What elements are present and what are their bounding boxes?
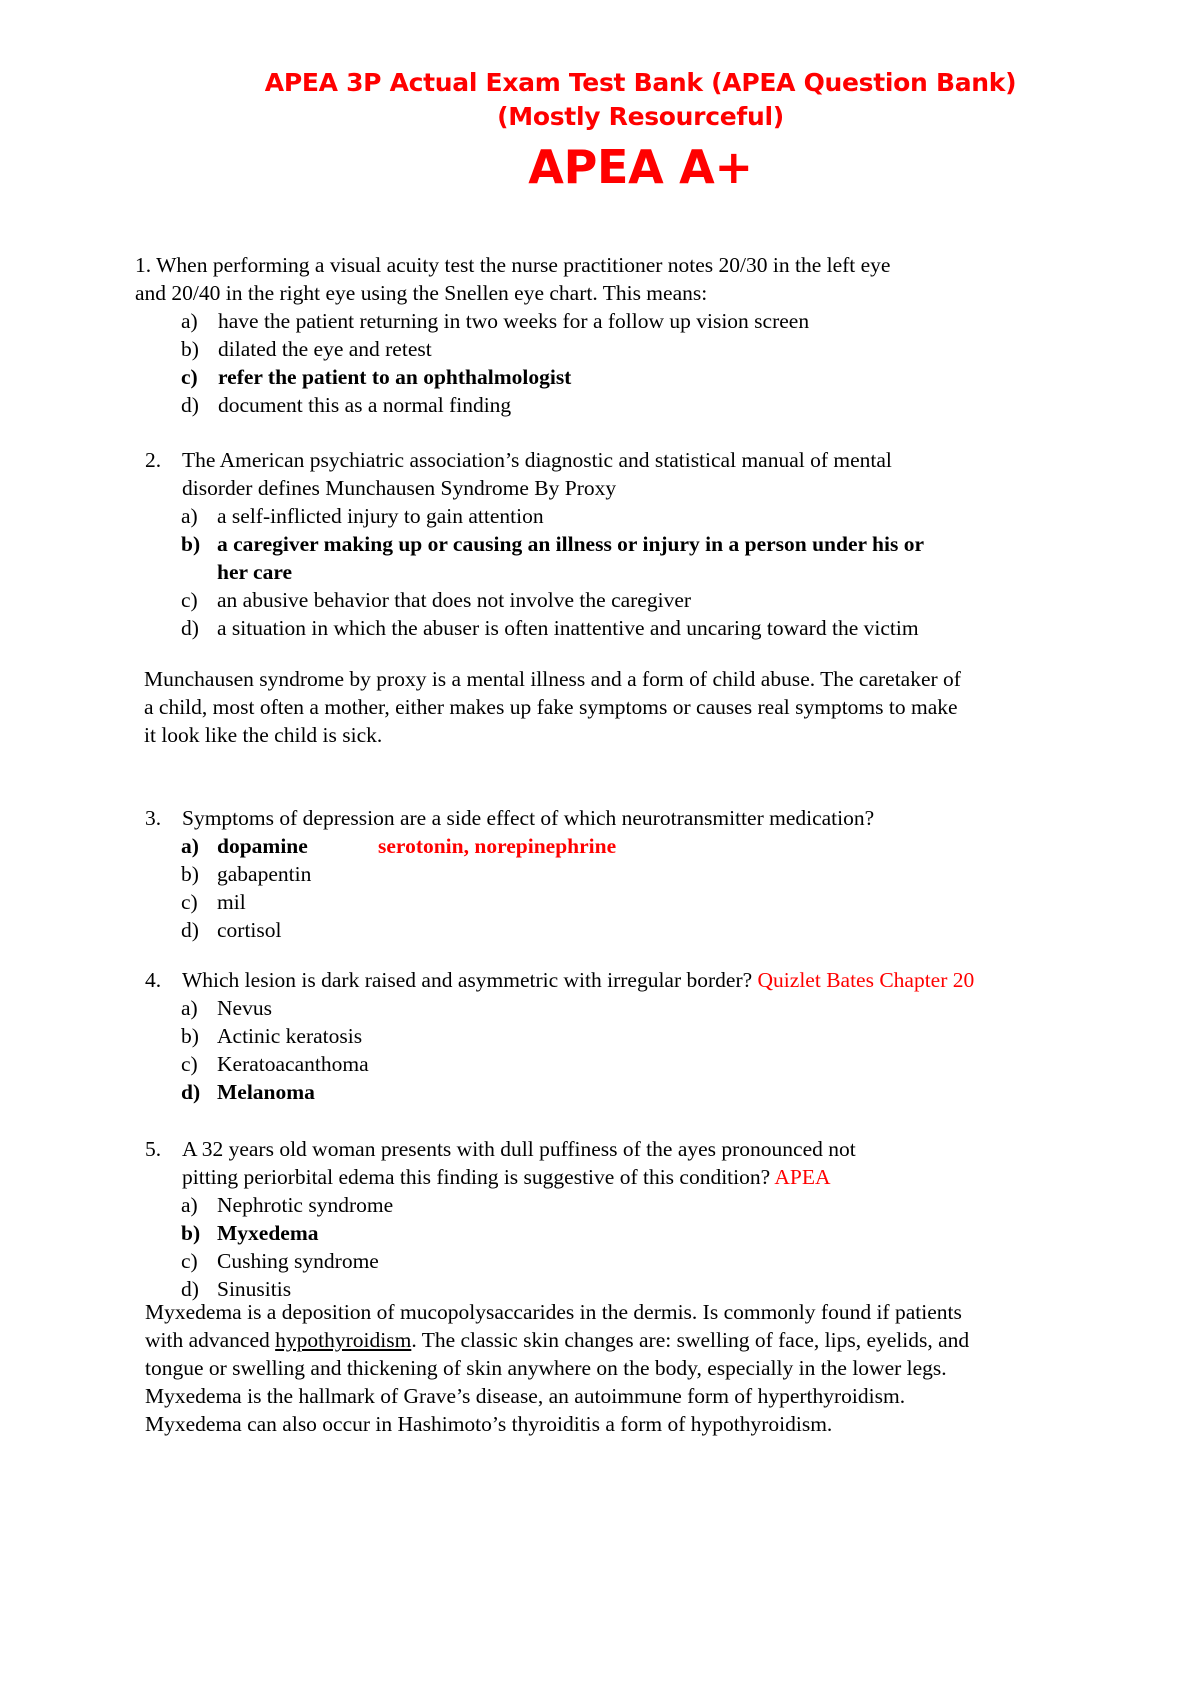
option-letter: d)	[181, 616, 199, 640]
document-grade-heading: APEA A+	[528, 140, 753, 194]
option-letter: c)	[181, 890, 198, 914]
option-letter: c)	[181, 588, 198, 612]
explanation-line: tongue or swelling and thickening of skin anywhere on the body, especially in the lower legs.	[145, 1356, 947, 1380]
question-4-line-1	[182, 966, 974, 994]
option-letter: a)	[181, 504, 198, 528]
option-text: a situation in which the abuser is often inattentive and uncaring toward the victim	[217, 616, 919, 640]
option-a	[181, 994, 272, 1022]
option-letter: b)	[181, 337, 199, 361]
question-number: 1.	[135, 253, 152, 277]
option-letter: d)	[181, 1277, 199, 1301]
option-letter: b)	[181, 1024, 199, 1048]
option-c	[181, 1050, 369, 1078]
option-letter: c)	[181, 1052, 198, 1076]
question-1-line-1	[135, 251, 890, 279]
option-letter: a)	[181, 309, 198, 333]
document-subtitle: (Mostly Resourceful)	[497, 102, 784, 131]
option-b	[181, 1022, 363, 1050]
option-text: dopamine	[217, 834, 308, 858]
option-letter: c)	[181, 1249, 198, 1273]
answer-note: serotonin, norepinephrine	[378, 834, 617, 858]
question-1-line-2: and 20/40 in the right eye using the Snellen eye chart. This means:	[135, 281, 708, 305]
option-text: have the patient returning in two weeks for a follow up vision screen	[218, 309, 810, 333]
option-text: mil	[217, 890, 246, 914]
explanation-line: Myxedema can also occur in Hashimoto’s thyroiditis a form of hypothyroidism.	[145, 1412, 833, 1436]
option-letter: d)	[181, 918, 199, 942]
option-text: document this as a normal finding	[218, 393, 512, 417]
option-letter: d)	[181, 393, 199, 417]
option-a-correct	[181, 832, 617, 860]
explanation-line: a child, most often a mother, either makes up fake symptoms or causes real symptoms to make	[144, 695, 958, 719]
option-d	[181, 916, 282, 944]
option-letter: c)	[181, 365, 198, 389]
option-letter: a)	[181, 996, 198, 1020]
option-text: gabapentin	[217, 862, 312, 886]
option-text: Sinusitis	[217, 1277, 292, 1301]
question-number: 3.	[145, 806, 162, 830]
question-2-line-1: The American psychiatric association’s diagnostic and statistical manual of mental	[182, 448, 892, 472]
question-text: Which lesion is dark raised and asymmetric with irregular border?	[182, 968, 753, 992]
document-title: APEA 3P Actual Exam Test Bank (APEA Question Bank)	[264, 68, 1017, 97]
option-text: Cushing syndrome	[217, 1249, 379, 1273]
option-text: cortisol	[217, 918, 282, 942]
option-c-correct	[181, 363, 572, 391]
option-text: dilated the eye and retest	[218, 337, 432, 361]
hypothyroidism-link[interactable]: hypothyroidism	[275, 1328, 412, 1352]
question-5-line-1: A 32 years old woman presents with dull puffiness of the ayes pronounced not	[182, 1137, 856, 1161]
question-2-line-2: disorder defines Munchausen Syndrome By Proxy	[182, 476, 617, 500]
explanation-line: Munchausen syndrome by proxy is a mental illness and a form of child abuse. The caretaker of	[144, 667, 961, 691]
explanation-line: it look like the child is sick.	[144, 723, 383, 747]
option-d	[181, 391, 512, 419]
option-b-correct	[181, 530, 925, 558]
option-b-continuation: her care	[217, 560, 293, 584]
option-letter: b)	[181, 532, 201, 556]
option-text: Nevus	[217, 996, 272, 1020]
option-letter: a)	[181, 834, 199, 858]
option-c	[181, 586, 692, 614]
option-b	[181, 860, 312, 888]
option-text: Myxedema	[217, 1221, 319, 1245]
question-number: 5.	[145, 1137, 162, 1161]
option-d	[181, 614, 919, 642]
option-a	[181, 502, 544, 530]
option-letter: d)	[181, 1080, 201, 1104]
question-5-line-2	[182, 1163, 831, 1191]
question-number: 4.	[145, 968, 162, 992]
option-d-correct	[181, 1078, 315, 1106]
option-letter: b)	[181, 1221, 201, 1245]
question-number: 2.	[145, 448, 162, 472]
option-letter: b)	[181, 862, 199, 886]
source-note: Quizlet Bates Chapter 20	[757, 968, 975, 992]
explanation-line: Myxedema is a deposition of mucopolysaccarides in the dermis. Is commonly found if patients	[145, 1300, 962, 1324]
question-text: When performing a visual acuity test the nurse practitioner notes 20/30 in the left eye	[156, 253, 891, 277]
option-letter: a)	[181, 1193, 198, 1217]
explanation-line: Myxedema is the hallmark of Grave’s disease, an autoimmune form of hyperthyroidism.	[145, 1384, 906, 1408]
option-b	[181, 335, 432, 363]
question-text: pitting periorbital edema this finding is suggestive of this condition?	[182, 1165, 771, 1189]
explanation-line	[145, 1326, 969, 1354]
option-a	[181, 1191, 394, 1219]
option-text: Melanoma	[217, 1080, 315, 1104]
option-c	[181, 1247, 379, 1275]
option-text: a caregiver making up or causing an illness or injury in a person under his or	[217, 532, 925, 556]
option-text: refer the patient to an ophthalmologist	[218, 365, 572, 389]
option-text: Actinic keratosis	[217, 1024, 363, 1048]
option-text: a self-inflicted injury to gain attention	[217, 504, 544, 528]
option-text: an abusive behavior that does not involve the caregiver	[217, 588, 692, 612]
source-note: APEA	[774, 1165, 831, 1189]
option-text: Nephrotic syndrome	[217, 1193, 394, 1217]
option-c	[181, 888, 246, 916]
explanation-text: . The classic skin changes are: swelling of face, lips, eyelids, and	[411, 1328, 970, 1352]
option-b-correct	[181, 1219, 319, 1247]
question-3-line-1: Symptoms of depression are a side effect of which neurotransmitter medication?	[182, 806, 875, 830]
option-text: Keratoacanthoma	[217, 1052, 369, 1076]
option-a	[181, 307, 810, 335]
explanation-text: with advanced	[145, 1328, 276, 1352]
